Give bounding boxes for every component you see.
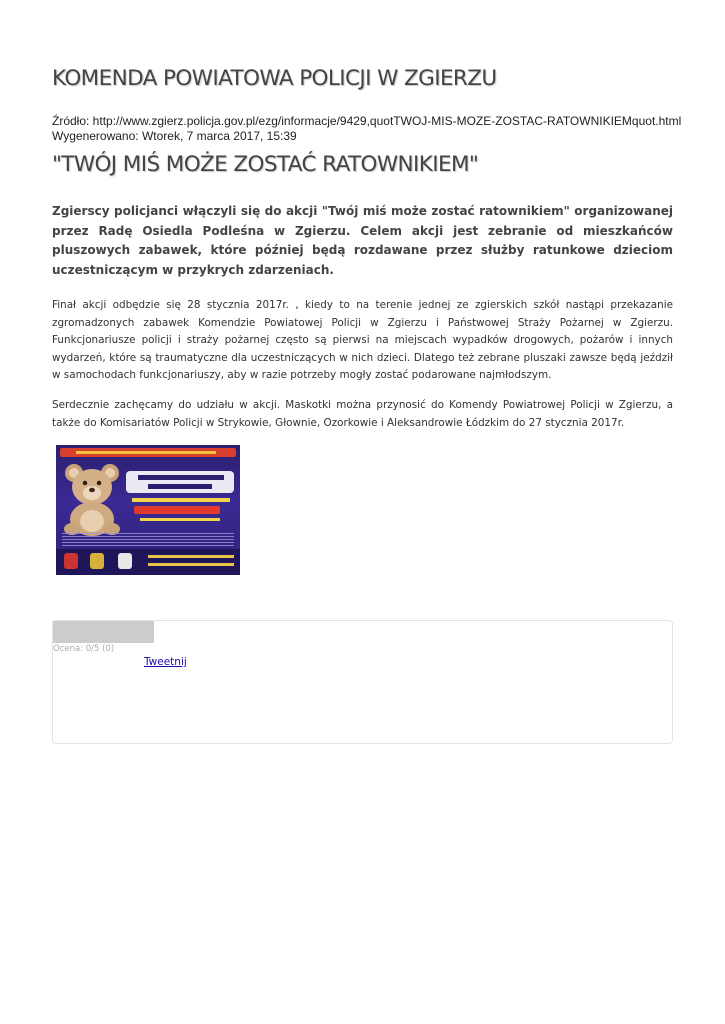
- police-badge-icon: [90, 553, 104, 569]
- poster-banner-stripe: [76, 451, 216, 454]
- fire-brigade-logo-icon: [64, 553, 78, 569]
- article-lead: Zgierscy policjanci włączyli się do akcji "Twój miś może zostać ratownikiem" organizowanej przez Radę Osiedla Podleśna w Zgierzu. Celem akcji jest zebranie od mieszkańców pluszowych zabawek, które później będą rozdawane przez służby ratunkowe dzieciom uczestniczącym w przykrych zdarzeniach.: [52, 204, 673, 277]
- poster-headline-line: [148, 484, 212, 489]
- campaign-poster-image[interactable]: [56, 445, 240, 575]
- document-meta: [52, 114, 692, 144]
- article-paragraph-1: Finał akcji odbędzie się 28 stycznia 2017r. , kiedy to na terenie jednej ze zgierskich szkół nastąpi przekazanie zgromadzonych zabawek Komendzie Powiatowej Policji w Zgierzu i Państwowej Straży Pożarnej w Zgierzu. Funkcjonariusze policji i straży pożarnej często są pierwsi na miejscach wypadków drogowych, pożarów i innych wydarzeń, które są traumatyczne dla uczestniczących w nich dzieci. Dlatego też zebrane pluszaki zawsze będą jeździł w samochodach funkcjonariuszy, aby w razie potrzeby mogły zostać podarowane najmłodszym.: [52, 299, 673, 381]
- poster-headline-line: [138, 475, 224, 480]
- rating-stars-bar[interactable]: [53, 621, 154, 643]
- article-paragraph-2: Serdecznie zachęcamy do udziału w akcji. Maskotki można przynosić do Komendy Powiatrowej Policji w Zgierzu, a także do Komisariatów Policji w Strykowie, Głownie, Ozorkowie i Aleksandrowie Łódzkim do 27 stycznia 2017r.: [52, 399, 673, 429]
- poster-red-banner: [134, 506, 220, 514]
- poster-body-text: [62, 533, 234, 547]
- source-line: Źródło: http://www.zgierz.policja.gov.pl/ezg/informacje/9429,quotTWOJ-MIS-MOZE-ZOSTAC-RATOWNIKIEMquot.html: [52, 114, 682, 128]
- poster-contact-line: [148, 563, 234, 566]
- site-title: KOMENDA POWIATOWA POLICJI W ZGIERZU: [52, 66, 497, 91]
- poster-contact-line: [148, 555, 234, 558]
- tweet-link[interactable]: Tweetnij: [144, 656, 187, 668]
- teddy-bear-icon: [60, 459, 124, 537]
- rating-label: Ocena: 0/5 (0): [53, 644, 115, 654]
- article-title: "TWÓJ MIŚ MOŻE ZOSTAĆ RATOWNIKIEM": [52, 152, 479, 177]
- poster-subline: [140, 518, 220, 521]
- poster-subline: [132, 498, 230, 502]
- poster-footer: [56, 549, 240, 575]
- rating-share-box: [52, 620, 673, 744]
- generated-line: Wygenerowano: Wtorek, 7 marca 2017, 15:39: [52, 129, 297, 143]
- city-crest-icon: [118, 553, 132, 569]
